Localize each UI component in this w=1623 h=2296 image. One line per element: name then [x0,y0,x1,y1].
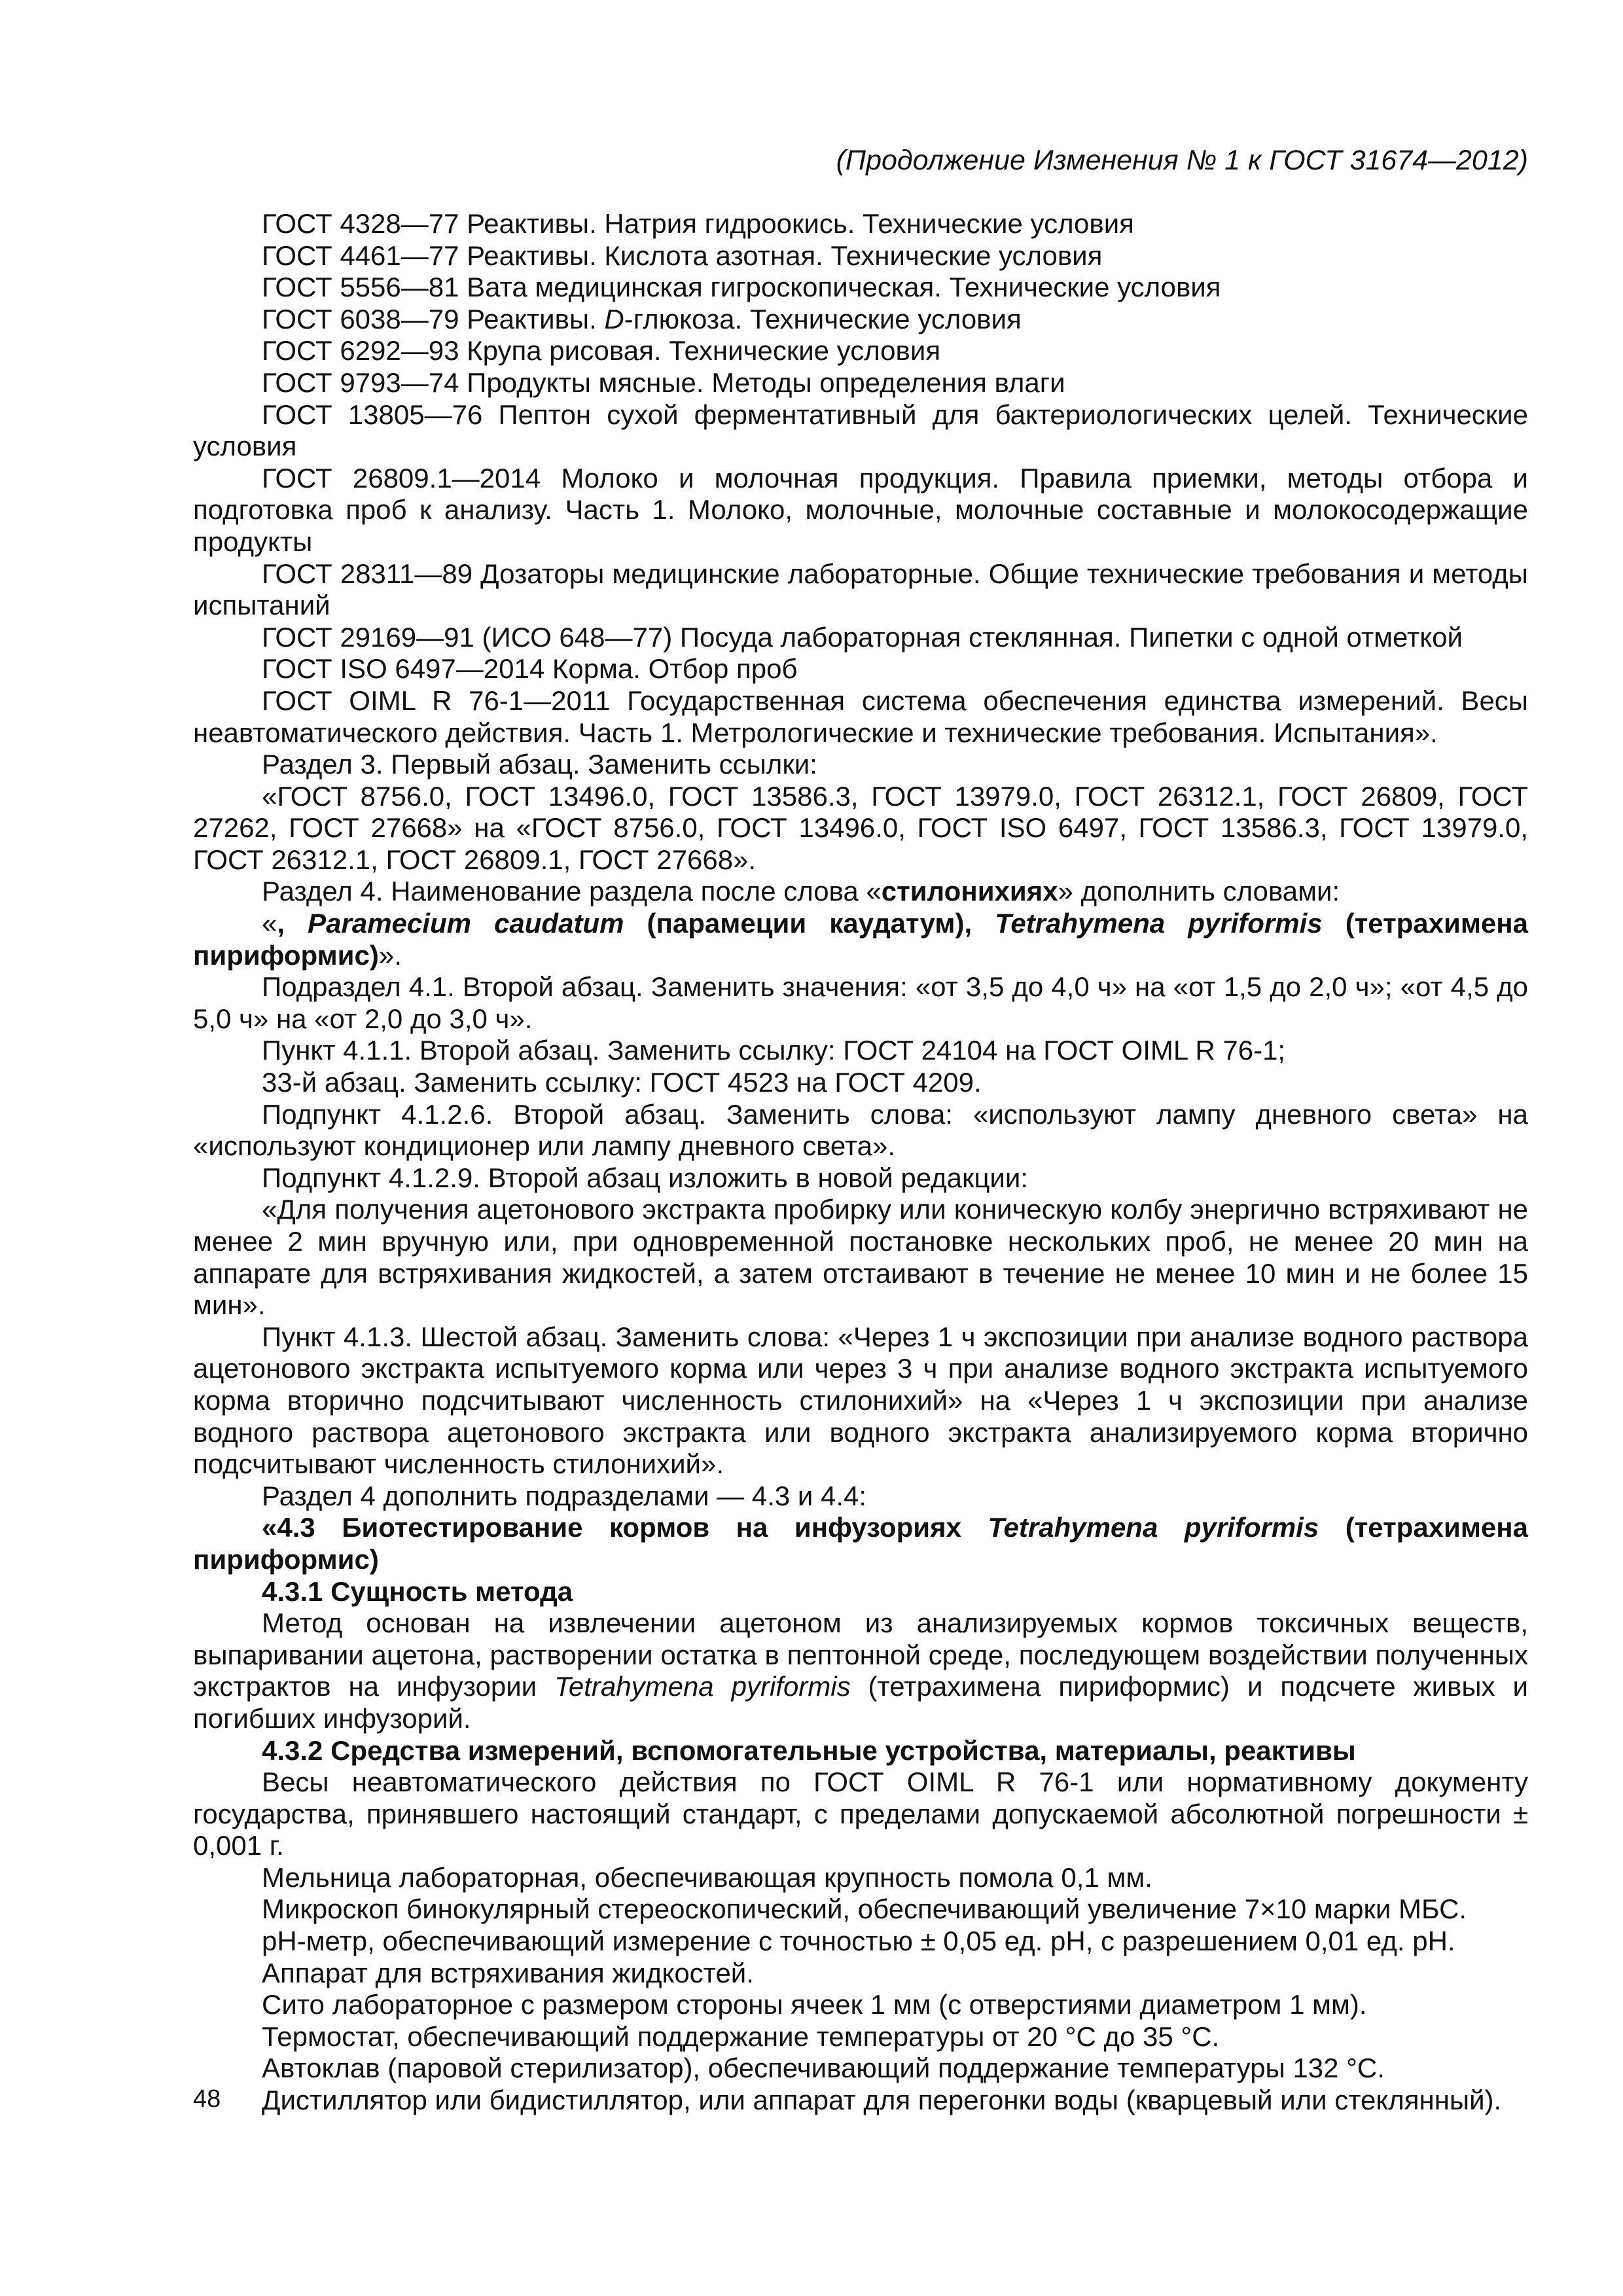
paragraph [193,1162,1528,1194]
text-run: ГОСТ 4328—77 Реактивы. Натрия гидроокись. Технические условия [262,208,1134,239]
text-run: Пункт 4.1.1. Второй абзац. Заменить ссылку: ГОСТ 24104 на ГОСТ OIML R 76-1; [262,1035,1286,1066]
text-run: Подпункт 4.1.2.6. Второй абзац. Заменить слова: «используют лампу дневного света» на «используют кондиционер или лампу дневного света». [193,1098,1528,1162]
paragraph [193,1576,1528,1608]
text-run: ». [378,939,402,971]
paragraph [193,558,1528,622]
text-run: ГОСТ OIML R 76-1—2011 Государственная система обеспечения единства измерений. Весы неавтоматического действия. Часть 1. Метрологические и технические требования. Испытания». [193,685,1528,748]
text-run: «4.3 Биотестирование кормов на инфузориях [262,1512,988,1543]
text-run: D [604,303,624,334]
text-run: Метод основан на извлечении ацетоном из анализируемых кормов токсичных веществ, выпаривании ацетона, растворении остатка в пептонной среде, последующем воздействии полученных экстрактов на инфузории [193,1607,1528,1702]
paragraph [193,304,1528,336]
paragraph [193,208,1528,240]
paragraph [193,1067,1528,1099]
text-run: ГОСТ 6292—93 Крупа рисовая. Технические условия [262,335,941,367]
paragraph [193,1862,1528,1894]
text-run: ГОСТ 28311—89 Дозаторы медицинские лабораторные. Общие технические требования и методы испытаний [193,558,1528,621]
paragraph [193,1958,1528,1990]
text-run: Tetrahymena pyriformis [995,908,1323,939]
text-run: Аппарат для встряхивания жидкостей. [262,1957,754,1988]
paragraph [193,908,1528,971]
text-run: Термостат, обеспечивающий поддержание температуры от 20 °С до 35 °С. [262,2020,1220,2052]
text-run: Автоклав (паровой стерилизатор), обеспечивающий поддержание температуры 132 °С. [262,2053,1385,2084]
text-run: (тетрахимена пириформис) [193,1512,1528,1575]
text-run: 33-й абзац. Заменить ссылку: ГОСТ 4523 на ГОСТ 4209. [262,1067,982,1098]
paragraph [193,1767,1528,1862]
text-run: 4.3.1 Сущность метода [262,1575,573,1607]
text-run: ГОСТ 4461—77 Реактивы. Кислота азотная. Технические условия [262,240,1103,271]
paragraph [193,876,1528,908]
text-run: , [277,908,308,939]
text-run: ГОСТ 5556—81 Вата медицинская гигроскопическая. Технические условия [262,272,1221,303]
paragraph [193,272,1528,304]
text-run: ГОСТ 29169—91 (ИСО 648—77) Посуда лабораторная стеклянная. Пипетки с одной отметкой [262,621,1463,653]
paragraph [193,971,1528,1035]
text-run: «ГОСТ 8756.0, ГОСТ 13496.0, ГОСТ 13586.3, ГОСТ 13979.0, ГОСТ 26312.1, ГОСТ 26809, ГОСТ 27262, ГОСТ 27668» на «ГОСТ 8756.0, ГОСТ 13496.0, ГОСТ ISO 6497, ГОСТ 13586.3, ГОСТ 13979.0, ГОСТ 26312.1, ГОСТ 26809.1, ГОСТ 27668». [193,780,1528,875]
paragraph [193,749,1528,781]
text-run: ГОСТ ISO 6497—2014 Корма. Отбор проб [262,653,798,685]
text-run: -глюкоза. Технические условия [624,303,1022,334]
page-number: 48 [193,2085,221,2113]
paragraph [193,622,1528,654]
text-run: pH-метр, обеспечивающий измерение с точностью ± 0,05 ед. pH, с разрешением 0,01 ед. pH. [262,1926,1455,1957]
text-run: Paramecium caudatum [308,908,624,939]
paragraph [193,399,1528,463]
paragraph [193,463,1528,558]
text-run: Раздел 4. Наименование раздела после слова « [262,876,882,907]
text-run: (тетрахимена пириформис) [193,908,1528,971]
text-run: » дополнить словами: [1058,876,1340,907]
text-run: (парамеции каудатум), [624,908,995,939]
paragraph [193,1926,1528,1958]
paragraph [193,1735,1528,1767]
text-run: Подраздел 4.1. Второй абзац. Заменить значения: «от 3,5 до 4,0 ч» на «от 1,5 до 2,0 ч»; «от 4,5 до 5,0 ч» на «от 2,0 до 3,0 ч». [193,971,1528,1034]
text-run: ГОСТ 13805—76 Пептон сухой ферментативный для бактериологических целей. Технические условия [193,399,1528,462]
paragraph [193,367,1528,399]
paragraph [193,1893,1528,1926]
text-run: Раздел 3. Первый абзац. Заменить ссылки: [262,749,817,780]
text-run: (тетрахимена пириформис) и подсчете живых и погибших инфузорий. [193,1671,1528,1734]
paragraph [193,240,1528,272]
paragraph [193,1194,1528,1321]
text-run: ГОСТ 9793—74 Продукты мясные. Методы определения влаги [262,367,1065,398]
text-run: ГОСТ 26809.1—2014 Молоко и молочная продукция. Правила приемки, методы отбора и подготовка проб к анализу. Часть 1. Молоко, молочные, молочные составные и молокосодержащие продукты [193,462,1528,557]
text-run: Весы неавтоматического действия по ГОСТ OIML R 76-1 или нормативному документу государства, принявшего настоящий стандарт, с пределами допускаемой абсолютной погрешности ± 0,001 г. [193,1767,1528,1861]
text-run: стилонихиях [881,876,1058,907]
text-run: Дистиллятор или бидистиллятор, или аппарат для перегонки воды (кварцевый или стеклянный). [262,2085,1502,2116]
text-run: 4.3.2 Средства измерений, вспомогательные устройства, материалы, реактивы [262,1734,1356,1766]
paragraph [193,1035,1528,1067]
paragraph [193,1480,1528,1513]
text-run: Tetrahymena pyriformis [988,1512,1319,1543]
paragraph [193,1607,1528,1734]
document-body [193,208,1528,2117]
text-run: Пункт 4.1.3. Шестой абзац. Заменить слова: «Через 1 ч экспозиции при анализе водного раствора ацетонового экстракта испытуемого корма или через 3 ч при анализе водного экстракта испытуемого корма вторично подсчитывают численность стилонихий» на «Через 1 ч экспозиции при анализе водного раствора ацетонового экстракта или водного экстракта анализируемого корма вторично подсчитывают численность стилонихий». [193,1321,1528,1480]
text-run: Мельница лабораторная, обеспечивающая крупность помола 0,1 мм. [262,1861,1152,1893]
paragraph [193,2021,1528,2053]
paragraph [193,335,1528,367]
paragraph [193,653,1528,685]
paragraph [193,781,1528,876]
text-run: Микроскоп бинокулярный стереоскопический, обеспечивающий увеличение 7×10 марки МБС. [262,1893,1467,1925]
paragraph [193,1321,1528,1480]
paragraph [193,685,1528,749]
text-run: « [262,908,277,939]
paragraph [193,1512,1528,1575]
paragraph [193,2085,1528,2117]
text-run: «Для получения ацетонового экстракта пробирку или коническую колбу энергично встряхивают не менее 2 мин вручную или, при одновременной постановке нескольких проб, не менее 20 мин на аппарате для встряхивания жидкостей, а затем отстаивают в течение не менее 10 мин и не более 15 мин». [193,1194,1528,1321]
page-header: (Продолжение Изменения № 1 к ГОСТ 31674—2012) [836,145,1528,176]
text-run: Раздел 4 дополнить подразделами — 4.3 и 4.4: [262,1480,867,1511]
text-run: ГОСТ 6038—79 Реактивы. [262,303,605,334]
paragraph [193,2053,1528,2085]
paragraph [193,1989,1528,2021]
text-run: Подпункт 4.1.2.9. Второй абзац изложить в новой редакции: [262,1162,1029,1193]
paragraph [193,1099,1528,1162]
text-run: Сито лабораторное с размером стороны ячеек 1 мм (с отверстиями диаметром 1 мм). [262,1989,1367,2020]
text-run: Tetrahymena pyriformis [554,1671,851,1702]
